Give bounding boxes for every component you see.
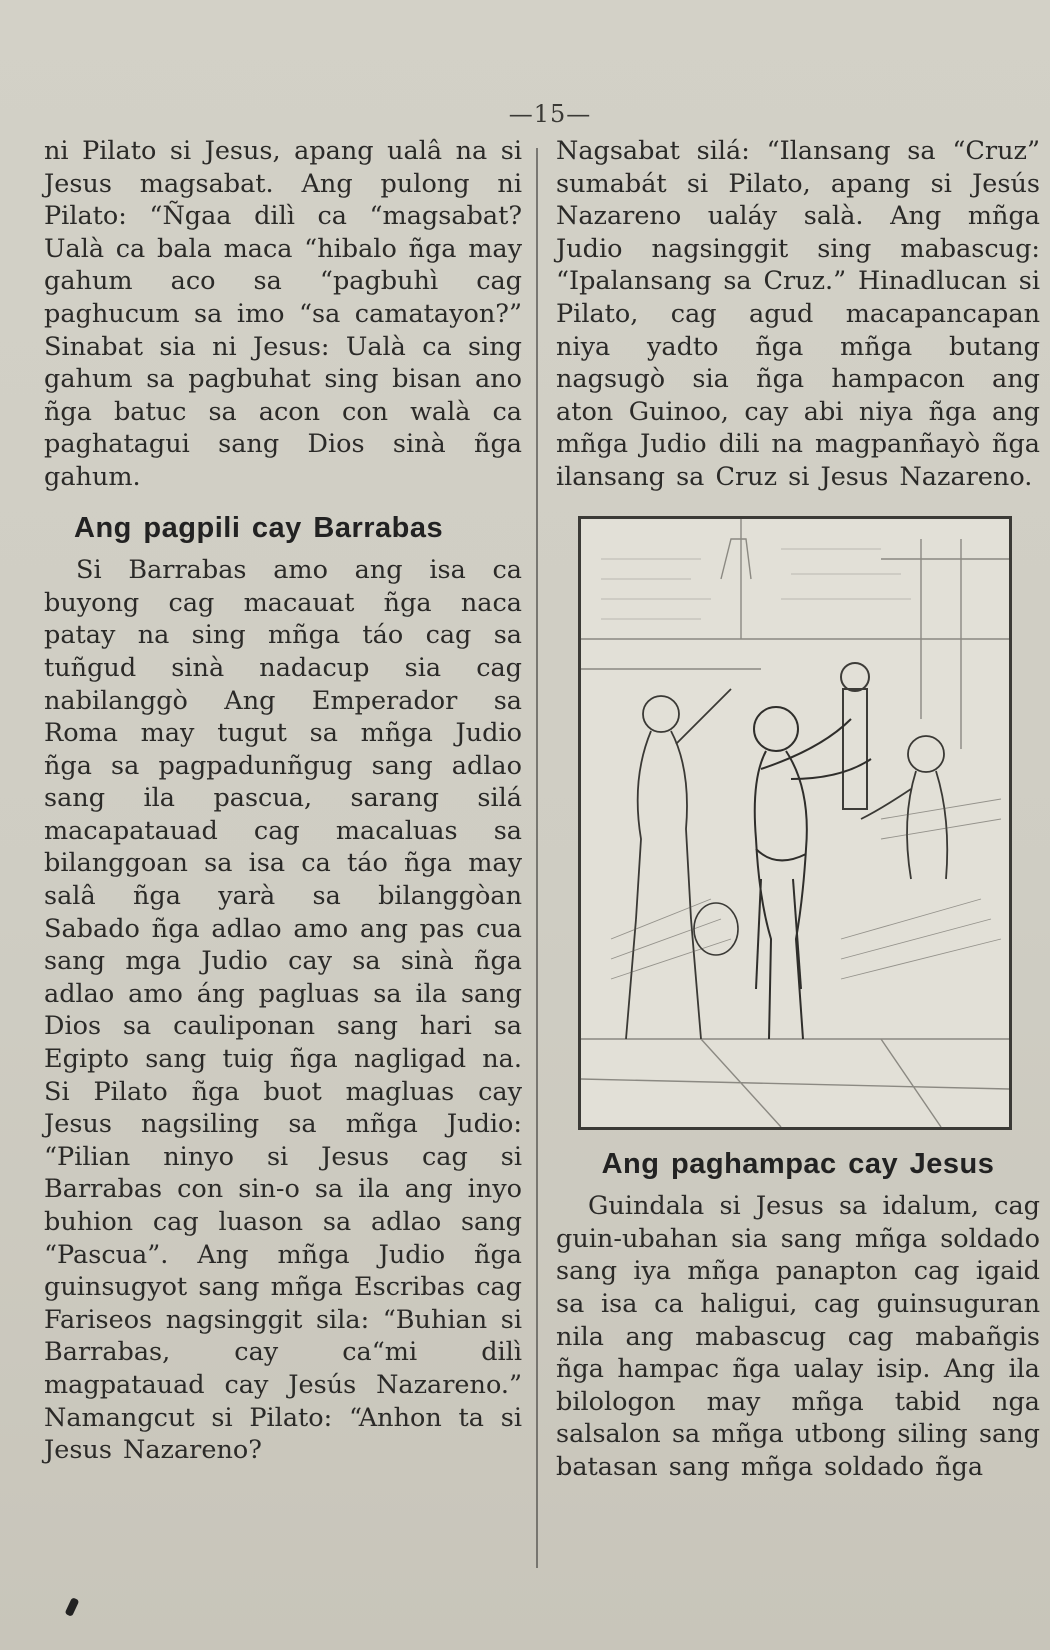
- left-paragraph-2: Si Barrabas amo ang isa ca buyong cag macauat ñga naca patay na sing mñga táo cag sa tuñgud sinà nadacup sia cag nabilanggò Ang Emperador sa Roma may tugut sa mñga Judio ñga sa pagpadunñgug sang adlao sang ila pascua, sarang silá macapatauad cag macaluas sa bilanggoan sa isa ca táo ñga may salâ ñga yarà sa bilanggòan Sabado ñga adlao amo ang pas cua sang mga Judio cay sa sinà ñga adlao amo áng pagluas sa ila sang Dios sa cauliponan sang hari sa Egipto sang tuig ñga nagligad na. Si Pilato ñga buot magluas cay Jesus nagsiling sa mñga Judio: “Pilian ninyo si Jesus cag si Barrabas con sin-o sa ila ang inyo buhion cag luason sa adlao sang “Pascua”. Ang mñga Judio ñga guinsugyot sang mñga Escribas cag Fariseos nagsinggit sila: “Buhian si Barrabas, cay ca“mi dilì magpatauad cay Jesús Nazareno.” Namangcut si Pilato: “Anhon ta si Jesus Nazareno?: [44, 555, 522, 1466]
- column-divider: [536, 148, 538, 1568]
- section-heading-barrabas: Ang pagpili cay Barrabas: [74, 511, 444, 544]
- page-number: —15—: [508, 100, 592, 128]
- engraving-image: [581, 519, 1009, 1127]
- left-column: [44, 135, 522, 1467]
- left-paragraph-1: ni Pilato si Jesus, apang ualâ na si Jesus magsabat. Ang pulong ni Pilato: “Ñgaa dilì ca “magsabat? Ualà ca bala maca “hibalo ñga may gahum aco sa “pagbuhì cag paghucum sa imo “sa camatayon?” Sinabat sia ni Jesus: Ualà ca sing gahum sa pagbuhat sing bisan ano ñga batuc sa acon con walà ca paghatagui sang Dios sinà ñga gahum.: [44, 136, 522, 492]
- right-paragraph-1: Nagsabat silá: “Ilansang sa “Cruz” sumabát si Pilato, apang si Jesús Nazareno ualáy salà. Ang mñga Judio nagsinggit sing mabascug: “Ipalansang sa Cruz.” Hinadlucan si Pilato, cag agud macapancapan niya yadto ñga mñga butang nagsugò sia ñga hampacon ang aton Guinoo, cay abi niya ñga ang mñga Judio dili na magpanñayò ñga ilansang sa Cruz si Jesus Nazareno.: [556, 136, 1040, 492]
- illustration-caption: Ang paghampac cay Jesus: [601, 1147, 995, 1180]
- ink-mark: [65, 1597, 80, 1617]
- flagellation-illustration: [578, 516, 1012, 1130]
- right-paragraph-2: Guindala si Jesus sa idalum, cag guin-ubahan sia sang mñga soldado sang iya mñga panapton cag igaid sa isa ca haligui, cag guinsuguran nila ang mabascug cag mabañgis ñga hampac ñga ualay isip. Ang ila bilologon may mñga tabid nga salsalon sa mñga utbong siling sang batasan sang mñga soldado ñga: [556, 1191, 1040, 1482]
- right-column: [556, 135, 1040, 1483]
